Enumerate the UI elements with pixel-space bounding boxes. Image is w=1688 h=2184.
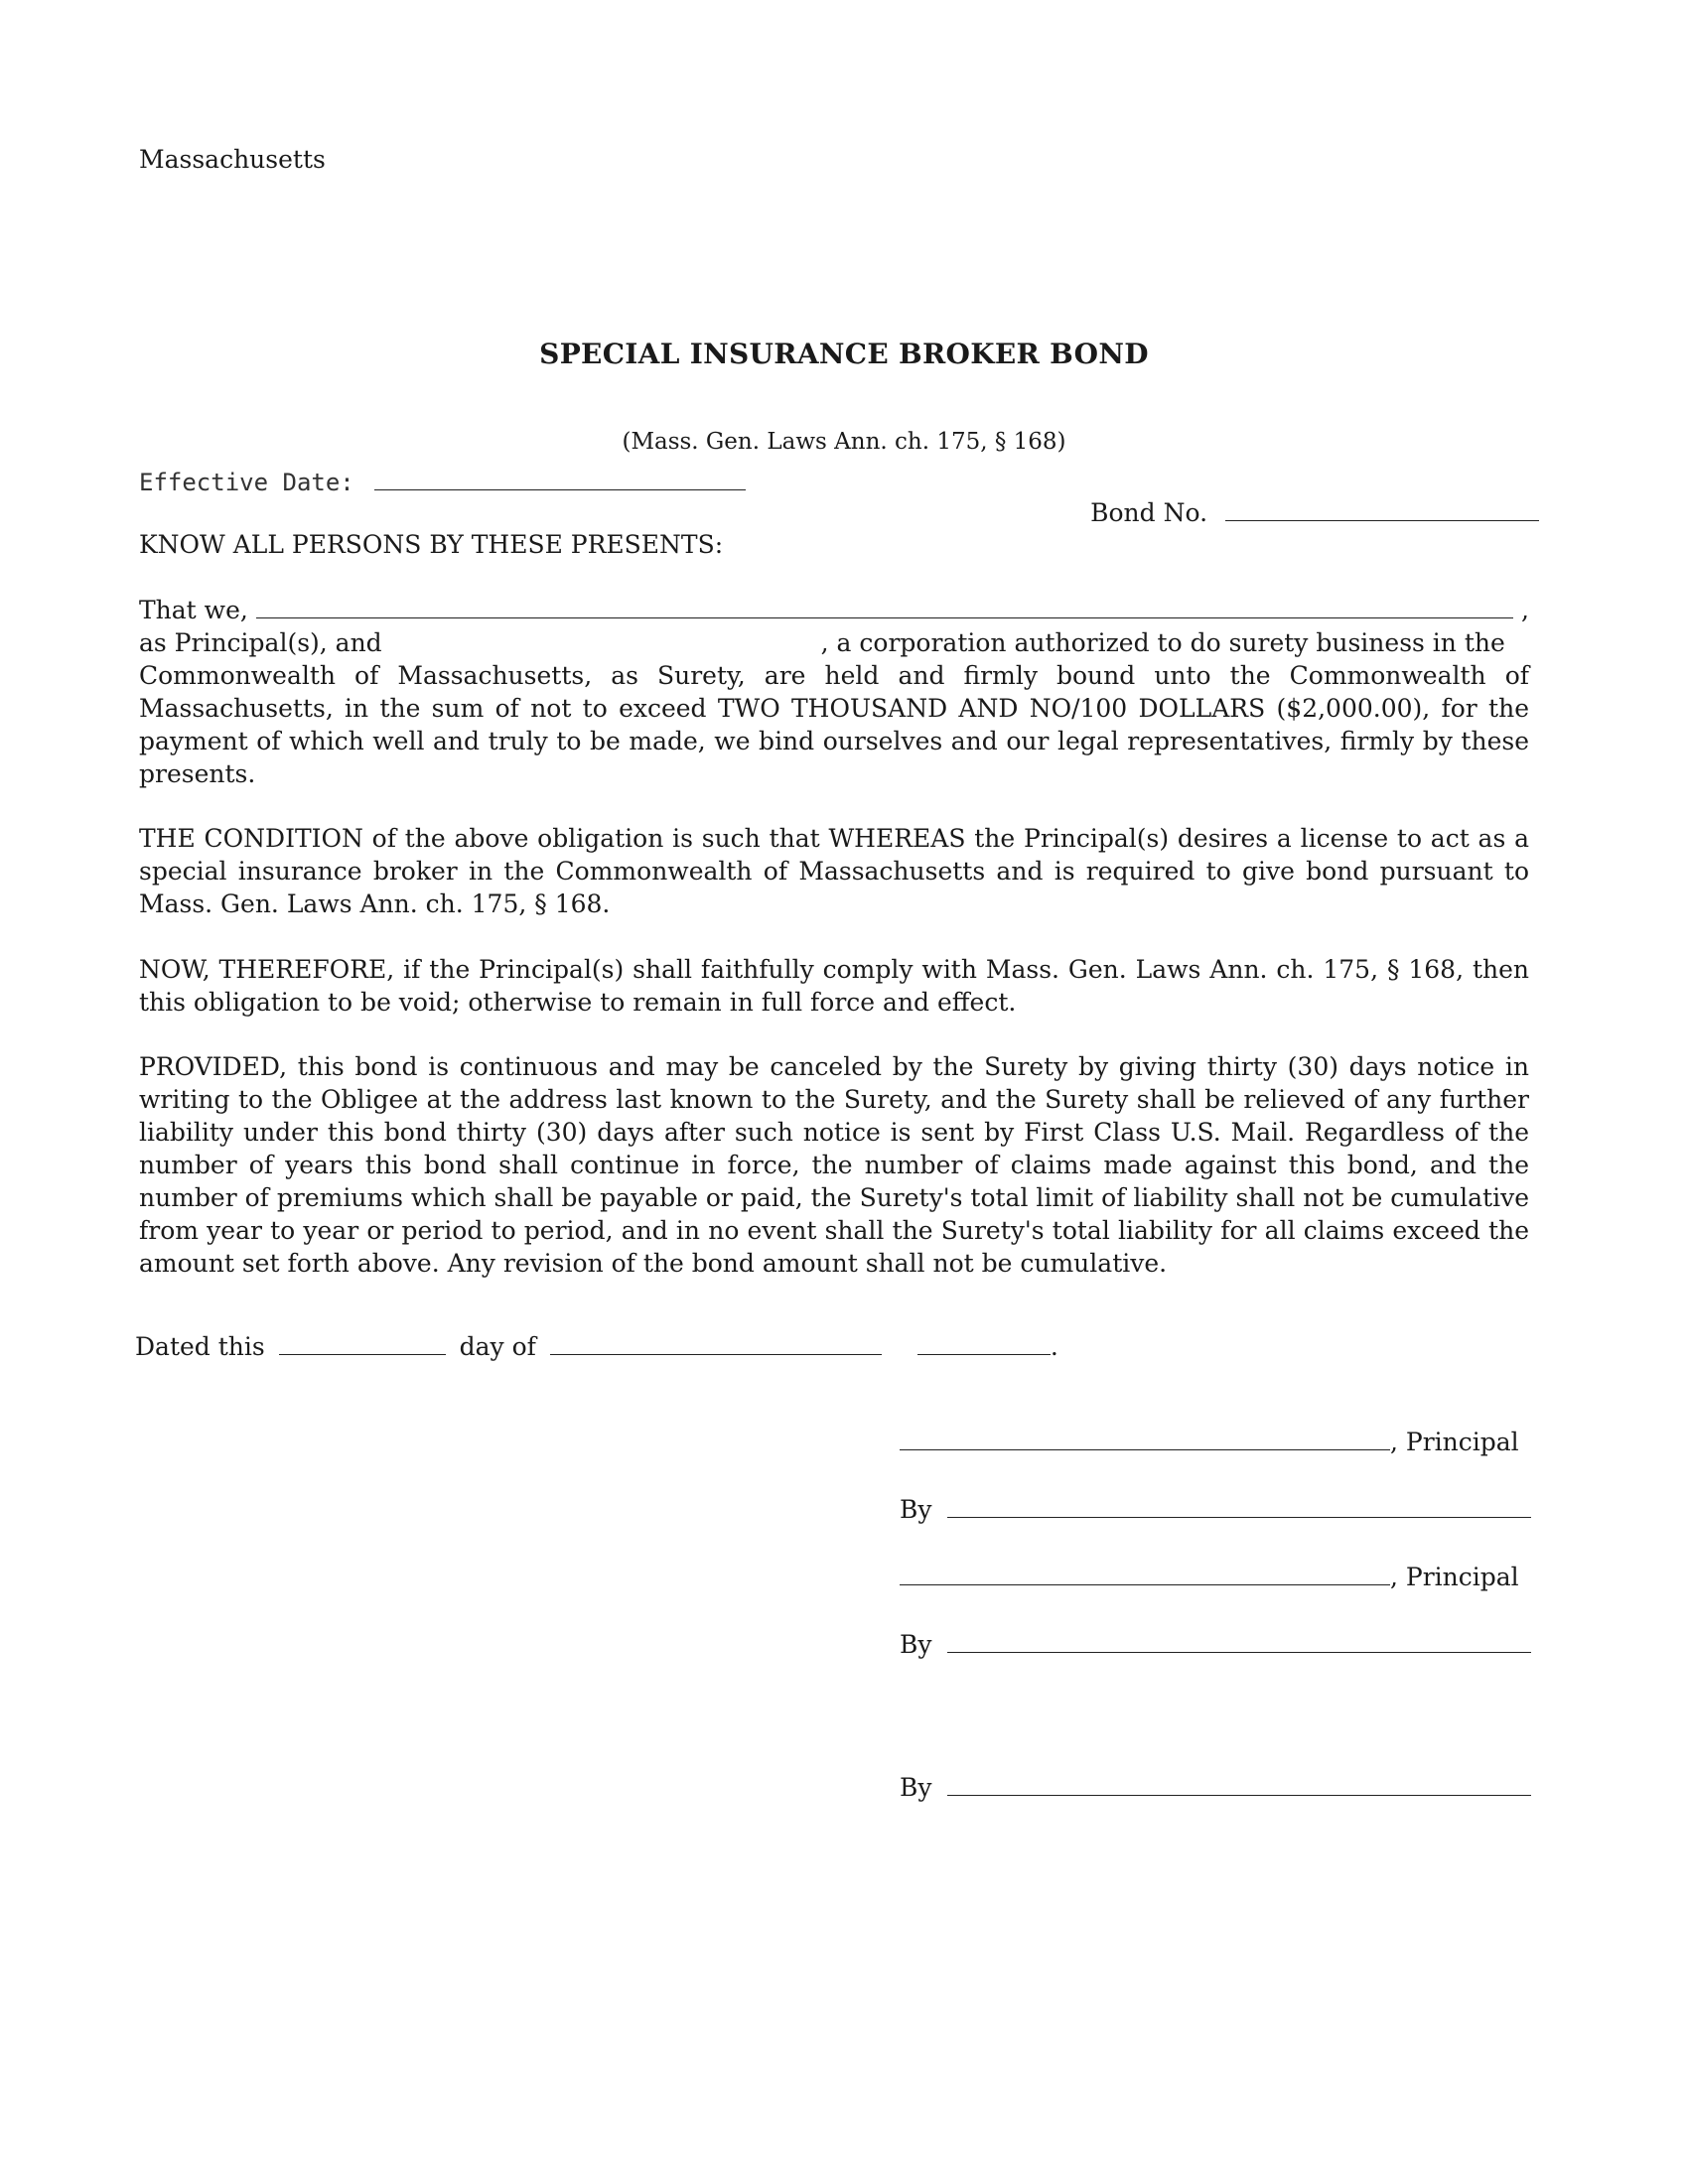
year-field[interactable] [917, 1332, 1051, 1355]
document-title: SPECIAL INSURANCE BROKER BOND [539, 338, 1149, 370]
by-signature-1 [900, 1493, 1531, 1526]
paragraph-therefore [139, 953, 1529, 1019]
paragraph-condition [139, 822, 1529, 920]
by-signature-line-2[interactable] [947, 1630, 1531, 1653]
therefore-text: NOW, THEREFORE, if the Principal(s) shall faithfully comply with Mass. Gen. Laws Ann. ch. 175, § 168, then this obligation to be void; otherwise to remain in full force and effect. [139, 955, 1529, 1017]
principal-signature-2 [900, 1561, 1519, 1593]
dated-this-text: Dated this [135, 1332, 265, 1361]
principal-suffix-1: , Principal [1390, 1428, 1519, 1456]
principal-suffix-2: , Principal [1390, 1563, 1519, 1591]
principal-name-line-1[interactable] [900, 1428, 1390, 1450]
by-label-1: By [900, 1495, 932, 1524]
dated-row [135, 1330, 1058, 1363]
comma-text: , [1521, 596, 1529, 624]
principal-name-field[interactable] [256, 596, 1513, 618]
by-signature-surety [900, 1771, 1531, 1804]
effective-date-field[interactable] [374, 468, 746, 490]
bond-number-row [1090, 496, 1539, 529]
corporation-text: , a corporation authorized to do surety business in the [820, 628, 1505, 657]
by-label-3: By [900, 1773, 932, 1802]
as-principal-text: as Principal(s), and [139, 628, 382, 657]
effective-date-row [139, 467, 746, 499]
paragraph-obligation [139, 594, 1529, 790]
paragraph-provided [139, 1050, 1529, 1280]
principal-signature-1 [900, 1426, 1519, 1458]
that-we-text: That we, [139, 596, 248, 624]
obligation-text: Commonwealth of Massachusetts, as Surety, are held and firmly bound unto the Commonwealth of Massachusetts, in the sum of not to exceed TWO THOUSAND AND NO/100 DOLLARS ($2,000.00), for the payment of which well and truly to be made, we bind ourselves and our legal representatives, firmly by these presents. [139, 661, 1529, 788]
state-heading: Massachusetts [139, 145, 326, 174]
condition-text: THE CONDITION of the above obligation is such that WHEREAS the Principal(s) desires a license to act as a special insurance broker in the Commonwealth of Massachusetts and is required to give bond pursuant to Mass. Gen. Laws Ann. ch. 175, § 168. [139, 824, 1529, 918]
bond-number-label: Bond No. [1090, 498, 1208, 527]
surety-row [139, 626, 1529, 659]
principal-name-row [139, 594, 1529, 626]
month-field[interactable] [550, 1332, 882, 1355]
by-signature-line-3[interactable] [947, 1773, 1531, 1796]
by-label-2: By [900, 1630, 932, 1659]
day-field[interactable] [279, 1332, 446, 1355]
bond-number-field[interactable] [1225, 498, 1539, 521]
period-text: . [1050, 1332, 1058, 1361]
statute-citation: (Mass. Gen. Laws Ann. ch. 175, § 168) [622, 429, 1066, 455]
effective-date-label: Effective Date: [139, 469, 354, 496]
day-of-text: day of [459, 1332, 536, 1361]
provided-text: PROVIDED, this bond is continuous and may be canceled by the Surety by giving thirty (30) days notice in writing to the Obligee at the address last known to the Surety, and the Surety shall be relieved of any further liability under this bond thirty (30) days after such notice is sent by First Class U.S. Mail. Regardless of the number of years this bond shall continue in force, the number of claims made against this bond, and the number of premiums which shall be payable or paid, the Surety's total limit of liability shall not be cumulative from year to year or period to period, and in no event shall the Surety's total liability for all claims exceed the amount set forth above. Any revision of the bond amount shall not be cumulative. [139, 1052, 1529, 1278]
principal-name-line-2[interactable] [900, 1563, 1390, 1585]
know-all-persons: KNOW ALL PERSONS BY THESE PRESENTS: [139, 530, 724, 559]
by-signature-line-1[interactable] [947, 1495, 1531, 1518]
by-signature-2 [900, 1628, 1531, 1661]
